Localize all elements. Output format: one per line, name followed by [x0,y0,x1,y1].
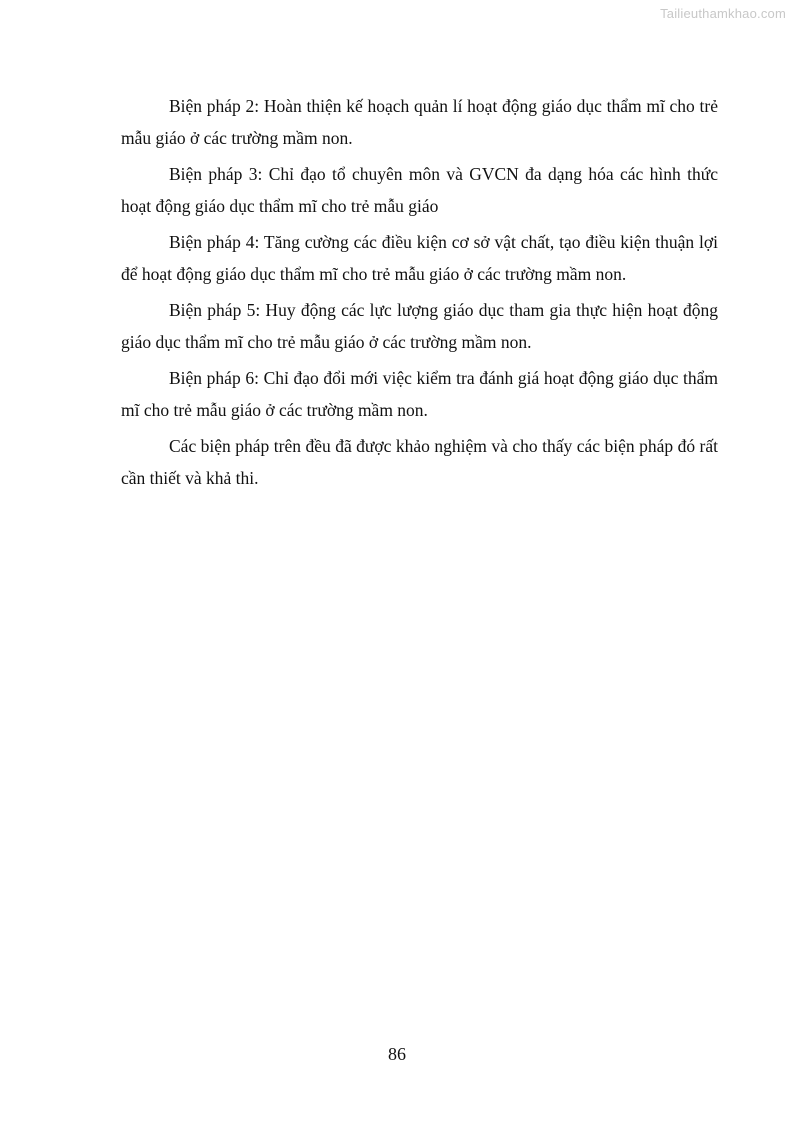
paragraph-measure-5: Biện pháp 5: Huy động các lực lượng giáo dục tham gia thực hiện hoạt động giáo dục thẩm mĩ cho trẻ mẫu giáo ở các trường mầm non. [121,300,718,352]
paragraph-measure-3: Biện pháp 3: Chỉ đạo tổ chuyên môn và GVCN đa dạng hóa các hình thức hoạt động giáo dục thẩm mĩ cho trẻ mẫu giáo [121,164,718,216]
page-number: 86 [388,1044,406,1064]
paragraph-measure-6: Biện pháp 6: Chỉ đạo đổi mới việc kiểm tra đánh giá hoạt động giáo dục thẩm mĩ cho trẻ mẫu giáo ở các trường mầm non. [121,368,718,420]
paragraph-measure-2: Biện pháp 2: Hoàn thiện kế hoạch quản lí hoạt động giáo dục thẩm mĩ cho trẻ mẫu giáo ở các trường mầm non. [121,96,718,148]
watermark-text: Tailieuthamkhao.com [660,6,786,21]
paragraph-measure-4: Biện pháp 4: Tăng cường các điều kiện cơ sở vật chất, tạo điều kiện thuận lợi để hoạt động giáo dục thẩm mĩ cho trẻ mẫu giáo ở các trường mầm non. [121,232,718,284]
document-body [121,90,718,498]
paragraph-conclusion: Các biện pháp trên đều đã được khảo nghiệm và cho thấy các biện pháp đó rất cần thiết và khả thi. [121,436,718,488]
